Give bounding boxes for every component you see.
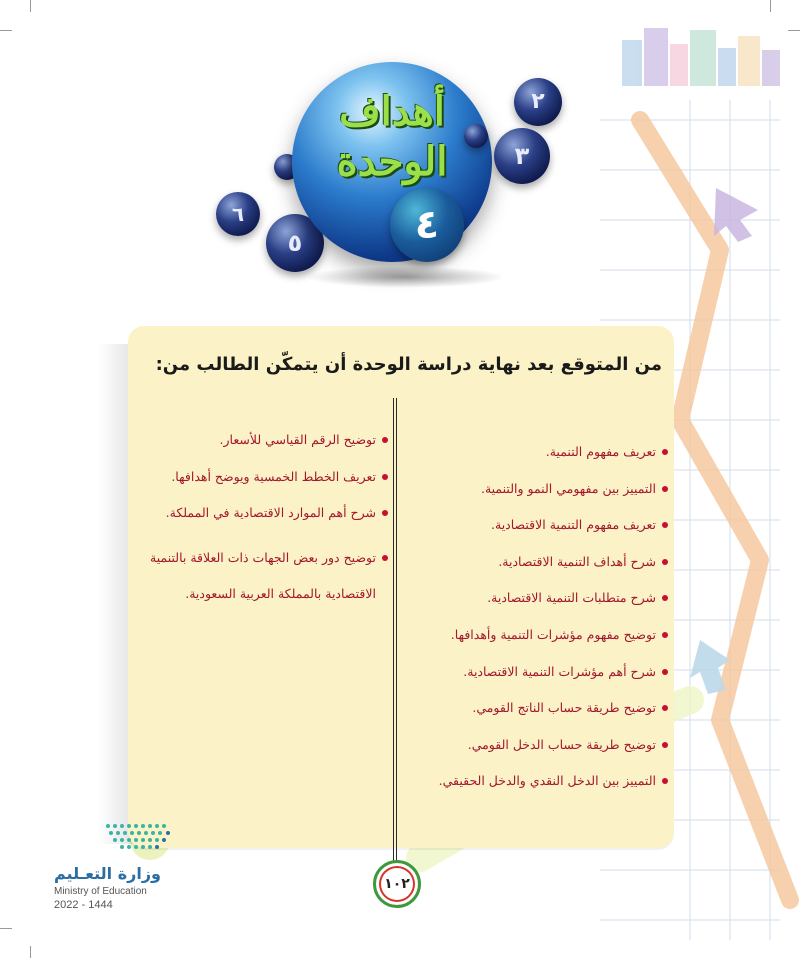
bullet-icon [662, 669, 668, 675]
crop-mark [770, 0, 771, 12]
unit-number-ball [390, 188, 464, 262]
unit-objectives-badge [200, 50, 560, 320]
objective-item: التمييز بين الدخل النقدي والدخل الحقيقي. [418, 771, 668, 808]
objectives-heading: من المتوقع بعد نهاية دراسة الوحدة أن يتمكّن الطالب من: [155, 354, 662, 375]
bullet-icon [382, 510, 388, 516]
bullet-icon [382, 474, 388, 480]
objective-item: توضيح دور بعض الجهات ذات العلاقة بالتنمية الاقتصادية بالمملكة العربية السعودية. [130, 540, 388, 612]
page-number-badge [373, 860, 421, 908]
crop-mark [0, 928, 12, 929]
unit-number: ٤ [414, 202, 440, 248]
objective-item: تعريف مفهوم التنمية. [418, 442, 668, 479]
logo-dots-icon [102, 822, 172, 852]
crop-mark [0, 30, 12, 31]
objectives-left-column [130, 430, 388, 628]
bullet-icon [662, 522, 668, 528]
title-line-1: أهداف [339, 88, 445, 135]
objective-item: تعريف الخطط الخمسية ويوضح أهدافها. [130, 467, 388, 487]
column-divider [393, 398, 397, 862]
objective-item: توضيح مفهوم مؤشرات التنمية وأهدافها. [418, 625, 668, 662]
objective-item: توضيح الرقم القياسي للأسعار. [130, 430, 388, 450]
ministry-logo [54, 822, 174, 911]
crop-mark [788, 30, 800, 31]
bullet-icon [662, 559, 668, 565]
bullet-icon [382, 555, 388, 561]
small-ball [464, 124, 488, 148]
edition-year: 2022 - 1444 [54, 899, 113, 911]
ball-2: ٢ [514, 78, 562, 126]
ball-3: ٣ [494, 128, 550, 184]
title-line-2: الوحدة [336, 138, 448, 185]
ball-6: ٦ [216, 192, 260, 236]
objective-item: شرح أهم الموارد الاقتصادية في المملكة. [130, 503, 388, 523]
bullet-icon [662, 705, 668, 711]
ball-5: ٥ [266, 214, 324, 272]
page-number: ١٠٢ [384, 876, 410, 892]
objectives-right-column [418, 442, 668, 808]
bullet-icon [662, 486, 668, 492]
crop-mark [30, 946, 31, 958]
ministry-name-arabic: وزارة التعـليم [54, 864, 161, 883]
objective-item: شرح أهداف التنمية الاقتصادية. [418, 552, 668, 589]
bullet-icon [662, 778, 668, 784]
bullet-icon [662, 632, 668, 638]
objective-item: توضيح طريقة حساب الدخل القومي. [418, 735, 668, 772]
bullet-icon [662, 742, 668, 748]
objective-item: تعريف مفهوم التنمية الاقتصادية. [418, 515, 668, 552]
ministry-name-english: Ministry of Education [54, 886, 147, 897]
sphere-shadow [306, 266, 506, 288]
bullet-icon [382, 437, 388, 443]
bullet-icon [662, 449, 668, 455]
objective-item: التمييز بين مفهومي النمو والتنمية. [418, 479, 668, 516]
bullet-icon [662, 595, 668, 601]
objective-item: توضيح طريقة حساب الناتج القومي. [418, 698, 668, 735]
crop-mark [30, 0, 31, 12]
objective-item: شرح أهم مؤشرات التنمية الاقتصادية. [418, 662, 668, 699]
objective-item: شرح متطلبات التنمية الاقتصادية. [418, 588, 668, 625]
